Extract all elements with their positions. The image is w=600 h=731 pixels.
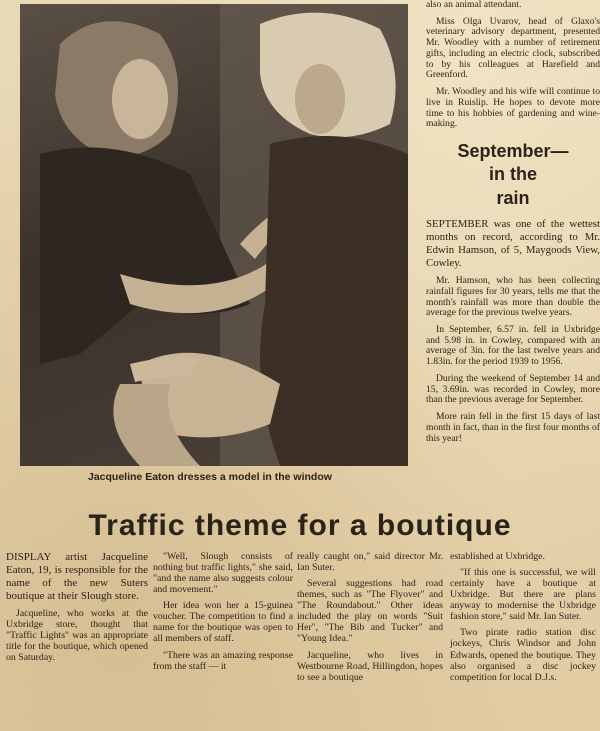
photo-illustration <box>20 4 408 466</box>
headline-line: September— <box>457 141 569 162</box>
fragment-top: also an animal attendant. <box>426 0 522 10</box>
article-column-2 <box>153 551 293 677</box>
paragraph: Mr. Hamson, who has been collecting rainfall figures for 30 years, tells me that the month's rainfall was more than double the average for the previous twelve years. <box>426 275 600 319</box>
paragraph: "Well, Slough consists of nothing but traffic lights," she said, "and the name also suggests colour and movement." <box>153 551 293 596</box>
article-column-3 <box>297 551 443 688</box>
paragraph: Her idea won her a 15-guinea voucher. The competition to find a name for the boutique was open to all members of staff. <box>153 600 293 645</box>
headline-line: rain <box>496 187 530 208</box>
paragraph: Jacqueline, who works at the Uxbridge store, thought that "Traffic Lights" was an appropriate title for the boutique, which opened on Saturday. <box>6 607 148 664</box>
paragraph: established at Uxbridge. <box>450 551 545 562</box>
paragraph: "If this one is successful, we will certainly have a boutique at Uxbridge. But there are plans anyway to modernise the Uxbridge fashion store," said Mr. Ian Suter. <box>450 567 596 623</box>
paragraph: During the weekend of September 14 and 15, 3.69in. was recorded in Cowley, more than the previous average for September. <box>426 372 600 406</box>
right-column <box>426 0 600 450</box>
lead-paragraph: SEPTEMBER was one of the wettest months on record, according to Mr. Edwin Hamson, of 5, Maygoods View, Cowley. <box>426 218 600 270</box>
paragraph: really caught on," said director Mr. Ian Suter. <box>297 551 443 574</box>
news-photo <box>20 4 408 466</box>
article-headline: Traffic theme for a boutique <box>88 509 512 542</box>
article-column-4 <box>450 551 596 688</box>
article-column-1 <box>6 551 148 668</box>
paragraph: Several suggestions had road themes, such as "The Flyover" and "The Roundabout." Other ideas included the play on words "Suit Her", "The Bib and Tucker" and "Young Idea." <box>297 578 443 645</box>
paragraph: More rain fell in the first 15 days of last month in fact, than in the first four months of this year! <box>426 411 600 444</box>
headline-line: in the <box>489 164 537 185</box>
paragraph: Mr. Woodley and his wife will continue to live in Ruislip. He hopes to devote more time to his hobbies of gardening and wine-making. <box>426 86 600 130</box>
photo-caption: Jacqueline Eaton dresses a model in the window <box>88 471 332 483</box>
paragraph: Miss Olga Uvarov, head of Glaxo's veterinary advisory department, presented Mr. Woodley with a number of retirement gifts, including an electric clock, subscribed to by his colleagues at Harefield and Greenford. <box>426 15 600 81</box>
paragraph: DISPLAY artist Jacqueline Eaton, 19, is responsible for the name of the new Suters boutique at their Slough store. <box>6 551 148 602</box>
september-headline <box>426 140 600 210</box>
paragraph: In September, 6.57 in. fell in Uxbridge and 5.98 in. in Cowley, compared with an average of 3in. for the last twelve years and 1.83in. for the period 1939 to 1956. <box>426 324 600 368</box>
paragraph: Two pirate radio station disc jockeys, Chris Windsor and John Edwards, opened the boutique. They also organised a disc jockey competition for local D.J.s. <box>450 627 596 683</box>
paragraph: Jacqueline, who lives in Westbourne Road, Hillingdon, hopes to see a boutique <box>297 649 443 683</box>
paragraph: "There was an amazing response from the staff — it <box>153 649 293 672</box>
